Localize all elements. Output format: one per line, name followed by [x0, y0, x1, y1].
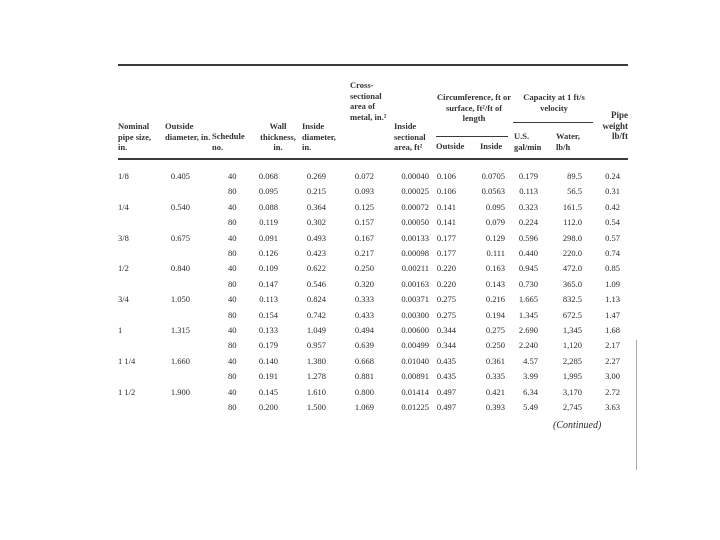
cell-capacity-water: 2,745 — [562, 402, 582, 412]
cell-circ-inside: 0.095 — [485, 201, 505, 212]
cell-nominal-size: 3/4 — [118, 294, 129, 305]
cell-wall-thickness: 0.140 — [258, 355, 278, 366]
cell-capacity-water: 220.0 — [562, 248, 582, 258]
cell-circ-outside: 0.497 — [436, 386, 456, 397]
cell-capacity-water: 161.5 — [562, 201, 582, 212]
cell-schedule: 80 — [228, 186, 237, 197]
header-inside-diameter: Inside diameter, in. — [302, 121, 336, 152]
cell-circ-outside: 0.344 — [436, 325, 456, 335]
capacity-group-rule — [513, 122, 593, 123]
cell-inside-area: 0.00300 — [401, 309, 429, 320]
continued-note: (Continued) — [553, 420, 602, 431]
cell-cross-section-area: 0.668 — [354, 355, 374, 366]
cell-cross-section-area: 0.167 — [354, 232, 374, 243]
cell-pipe-weight: 0.85 — [605, 263, 620, 274]
header-bottom-rule — [118, 158, 628, 160]
cell-cross-section-area: 1.069 — [354, 402, 374, 412]
cell-inside-area: 0.00371 — [401, 294, 429, 305]
cell-schedule: 80 — [228, 402, 237, 412]
cell-wall-thickness: 0.154 — [258, 309, 278, 320]
cell-capacity-water: 56.5 — [567, 186, 582, 197]
cell-inside-area: 0.01225 — [401, 402, 429, 412]
cell-circ-outside: 0.220 — [436, 278, 456, 289]
cell-inside-diameter: 0.957 — [306, 340, 326, 351]
cell-inside-area: 0.00025 — [401, 186, 429, 197]
cell-capacity-gal: 0.596 — [518, 232, 538, 243]
cell-pipe-weight: 0.31 — [605, 186, 620, 197]
header-cap-water: Water, lb/h — [556, 131, 581, 152]
cell-capacity-gal: 3.99 — [523, 371, 538, 382]
cell-inside-diameter: 0.302 — [306, 217, 326, 228]
cell-wall-thickness: 0.113 — [259, 294, 278, 305]
cell-capacity-water: 2,285 — [562, 355, 582, 366]
cell-nominal-size: 1 — [118, 325, 123, 335]
cell-inside-area: 0.00133 — [401, 232, 429, 243]
cell-outside-diameter: 0.840 — [170, 263, 190, 274]
cell-inside-diameter: 0.546 — [306, 278, 326, 289]
cell-circ-inside: 0.129 — [485, 232, 505, 243]
cell-schedule: 80 — [228, 340, 237, 351]
cell-outside-diameter: 1.315 — [170, 325, 190, 335]
cell-inside-area: 0.00600 — [401, 325, 429, 335]
cell-circ-inside: 0.163 — [485, 263, 505, 274]
cell-circ-outside: 0.141 — [436, 217, 456, 228]
cell-wall-thickness: 0.088 — [258, 201, 278, 212]
header-capacity-group: Capacity at 1 ft/s velocity — [523, 92, 585, 113]
cell-capacity-water: 1,345 — [562, 325, 582, 335]
cell-capacity-water: 1,995 — [562, 371, 582, 382]
cell-wall-thickness: 0.095 — [258, 186, 278, 197]
cell-schedule: 40 — [228, 386, 237, 397]
header-circ-outside: Outside — [436, 141, 465, 151]
cell-capacity-gal: 0.113 — [519, 186, 538, 197]
cell-circ-inside: 0.111 — [486, 248, 505, 258]
cell-circ-outside: 0.497 — [436, 402, 456, 412]
cell-cross-section-area: 0.217 — [354, 248, 374, 258]
cell-pipe-weight: 1.47 — [605, 309, 620, 320]
cell-capacity-gal: 6.34 — [523, 386, 538, 397]
cell-nominal-size: 1/4 — [118, 201, 129, 212]
cell-capacity-water: 112.0 — [563, 217, 582, 228]
cell-inside-area: 0.01040 — [401, 355, 429, 366]
cell-cross-section-area: 0.125 — [354, 201, 374, 212]
cell-inside-diameter: 0.364 — [306, 201, 326, 212]
cell-schedule: 80 — [228, 371, 237, 382]
cell-inside-area: 0.00211 — [401, 263, 429, 274]
cell-circ-outside: 0.220 — [436, 263, 456, 274]
cell-circ-inside: 0.275 — [485, 325, 505, 335]
cell-inside-diameter: 0.824 — [306, 294, 326, 305]
cell-cross-section-area: 0.093 — [354, 186, 374, 197]
cell-cross-section-area: 0.250 — [354, 263, 374, 274]
cell-schedule: 40 — [228, 171, 237, 181]
cell-circ-outside: 0.435 — [436, 355, 456, 366]
header-inside-area: Inside sectional area, ft² — [394, 121, 426, 152]
cell-outside-diameter: 1.900 — [170, 386, 190, 397]
cell-circ-inside: 0.393 — [485, 402, 505, 412]
cell-inside-area: 0.01414 — [401, 386, 429, 397]
cell-pipe-weight: 1.68 — [605, 325, 620, 335]
cell-capacity-water: 472.0 — [562, 263, 582, 274]
cell-schedule: 80 — [228, 278, 237, 289]
cell-wall-thickness: 0.145 — [258, 386, 278, 397]
cell-outside-diameter: 0.405 — [170, 171, 190, 181]
cell-circ-outside: 0.141 — [436, 201, 456, 212]
cell-nominal-size: 1/2 — [118, 263, 129, 274]
cell-pipe-weight: 3.00 — [605, 371, 620, 382]
cell-capacity-water: 672.5 — [562, 309, 582, 320]
cell-circ-outside: 0.275 — [436, 309, 456, 320]
cell-capacity-gal: 2.240 — [518, 340, 538, 351]
cell-circ-outside: 0.275 — [436, 294, 456, 305]
cell-pipe-weight: 0.74 — [605, 248, 620, 258]
cell-circ-inside: 0.361 — [485, 355, 505, 366]
cell-circ-outside: 0.177 — [436, 232, 456, 243]
cell-schedule: 40 — [228, 325, 237, 335]
cell-capacity-gal: 0.323 — [518, 201, 538, 212]
header-schedule: Schedule no. — [212, 131, 245, 152]
cell-nominal-size: 1 1/4 — [118, 355, 136, 366]
cell-wall-thickness: 0.133 — [258, 325, 278, 335]
cell-circ-inside: 0.143 — [485, 278, 505, 289]
cell-inside-diameter: 0.742 — [306, 309, 326, 320]
cell-schedule: 80 — [228, 309, 237, 320]
cell-cross-section-area: 0.333 — [354, 294, 374, 305]
cell-pipe-weight: 2.72 — [605, 386, 620, 397]
cell-circ-inside: 0.335 — [485, 371, 505, 382]
cell-capacity-gal: 4.57 — [523, 355, 538, 366]
cell-inside-diameter: 1.500 — [306, 402, 326, 412]
cell-nominal-size: 1 1/2 — [118, 386, 136, 397]
cell-inside-diameter: 0.493 — [306, 232, 326, 243]
cell-capacity-water: 3,170 — [562, 386, 582, 397]
cell-capacity-water: 1,120 — [562, 340, 582, 351]
cell-circ-outside: 0.106 — [436, 186, 456, 197]
cell-inside-diameter: 0.215 — [306, 186, 326, 197]
cell-capacity-water: 89.5 — [567, 171, 582, 181]
header-weight: Pipe weight lb/ft — [602, 110, 628, 141]
cell-circ-inside: 0.079 — [485, 217, 505, 228]
cell-capacity-water: 365.0 — [562, 278, 582, 289]
cell-cross-section-area: 0.800 — [354, 386, 374, 397]
cell-pipe-weight: 0.54 — [605, 217, 620, 228]
cell-wall-thickness: 0.147 — [258, 278, 278, 289]
cell-circ-inside: 0.194 — [485, 309, 505, 320]
cell-circ-inside: 0.421 — [485, 386, 505, 397]
circumference-group-rule — [436, 136, 508, 137]
cell-schedule: 40 — [228, 232, 237, 243]
cell-inside-diameter: 1.610 — [306, 386, 326, 397]
cell-pipe-weight: 1.09 — [605, 278, 620, 289]
cell-capacity-gal: 0.224 — [518, 217, 538, 228]
header-cap-gal: U.S. gal/min — [514, 131, 542, 152]
cell-circ-outside: 0.177 — [436, 248, 456, 258]
cell-wall-thickness: 0.091 — [258, 232, 278, 243]
cell-inside-area: 0.00040 — [401, 171, 429, 181]
cell-capacity-gal: 0.945 — [518, 263, 538, 274]
cell-inside-area: 0.00098 — [401, 248, 429, 258]
cell-capacity-gal: 0.440 — [518, 248, 538, 258]
header-outside-diameter: Outside diameter, in. — [165, 121, 211, 142]
cell-outside-diameter: 1.050 — [170, 294, 190, 305]
header-circ-inside: Inside — [480, 141, 503, 151]
cell-capacity-water: 298.0 — [562, 232, 582, 243]
cell-inside-area: 0.00072 — [401, 201, 429, 212]
cell-schedule: 40 — [228, 294, 237, 305]
cell-pipe-weight: 1.13 — [605, 294, 620, 305]
cell-wall-thickness: 0.191 — [258, 371, 278, 382]
cell-inside-diameter: 0.622 — [306, 263, 326, 274]
cell-pipe-weight: 0.57 — [605, 232, 620, 243]
cell-capacity-gal: 0.179 — [518, 171, 538, 181]
cell-circ-inside: 0.250 — [485, 340, 505, 351]
cell-wall-thickness: 0.068 — [258, 171, 278, 181]
cell-capacity-gal: 1.345 — [518, 309, 538, 320]
cell-inside-diameter: 1.380 — [306, 355, 326, 366]
cell-wall-thickness: 0.126 — [258, 248, 278, 258]
cell-inside-diameter: 0.423 — [306, 248, 326, 258]
cell-pipe-weight: 0.42 — [605, 201, 620, 212]
cell-cross-section-area: 0.494 — [354, 325, 374, 335]
cell-outside-diameter: 0.540 — [170, 201, 190, 212]
cell-inside-diameter: 1.278 — [306, 371, 326, 382]
header-wall: Wall thickness, in. — [260, 121, 296, 152]
cell-cross-section-area: 0.639 — [354, 340, 374, 351]
cell-pipe-weight: 2.27 — [605, 355, 620, 366]
cell-circ-inside: 0.0563 — [481, 186, 505, 197]
top-rule — [118, 64, 628, 66]
cell-capacity-gal: 1.665 — [518, 294, 538, 305]
cell-inside-area: 0.00499 — [401, 340, 429, 351]
cell-capacity-gal: 5.49 — [523, 402, 538, 412]
cell-pipe-weight: 2.17 — [605, 340, 620, 351]
cell-nominal-size: 3/8 — [118, 232, 129, 243]
cell-wall-thickness: 0.179 — [258, 340, 278, 351]
header-circumference-group: Circumference, ft or surface, ft²/ft of length — [436, 92, 512, 123]
cell-schedule: 40 — [228, 201, 237, 212]
cell-cross-section-area: 0.320 — [354, 278, 374, 289]
header-nominal: Nominal pipe size, in. — [118, 121, 152, 152]
page-edge-line — [636, 340, 637, 470]
cell-circ-inside: 0.216 — [485, 294, 505, 305]
cell-cross-section-area: 0.881 — [354, 371, 374, 382]
cell-outside-diameter: 1.660 — [170, 355, 190, 366]
cell-schedule: 80 — [228, 217, 237, 228]
cell-schedule: 80 — [228, 248, 237, 258]
cell-circ-outside: 0.435 — [436, 371, 456, 382]
cell-schedule: 40 — [228, 263, 237, 274]
cell-capacity-gal: 0.730 — [518, 278, 538, 289]
cell-capacity-water: 832.5 — [562, 294, 582, 305]
cell-inside-area: 0.00891 — [401, 371, 429, 382]
cell-pipe-weight: 3.63 — [605, 402, 620, 412]
cell-inside-diameter: 1.049 — [306, 325, 326, 335]
cell-inside-diameter: 0.269 — [306, 171, 326, 181]
cell-capacity-gal: 2.690 — [518, 325, 538, 335]
header-cross-section: Cross-sectional area of metal, in.² — [350, 80, 387, 122]
cell-outside-diameter: 0.675 — [170, 232, 190, 243]
cell-inside-area: 0.00163 — [401, 278, 429, 289]
cell-nominal-size: 1/8 — [118, 171, 129, 181]
cell-wall-thickness: 0.200 — [258, 402, 278, 412]
cell-schedule: 40 — [228, 355, 237, 366]
cell-inside-area: 0.00050 — [401, 217, 429, 228]
cell-wall-thickness: 0.109 — [258, 263, 278, 274]
cell-pipe-weight: 0.24 — [605, 171, 620, 181]
cell-circ-outside: 0.344 — [436, 340, 456, 351]
cell-cross-section-area: 0.433 — [354, 309, 374, 320]
cell-circ-inside: 0.0705 — [481, 171, 505, 181]
cell-wall-thickness: 0.119 — [259, 217, 278, 228]
cell-cross-section-area: 0.157 — [354, 217, 374, 228]
cell-circ-outside: 0.106 — [436, 171, 456, 181]
cell-cross-section-area: 0.072 — [354, 171, 374, 181]
